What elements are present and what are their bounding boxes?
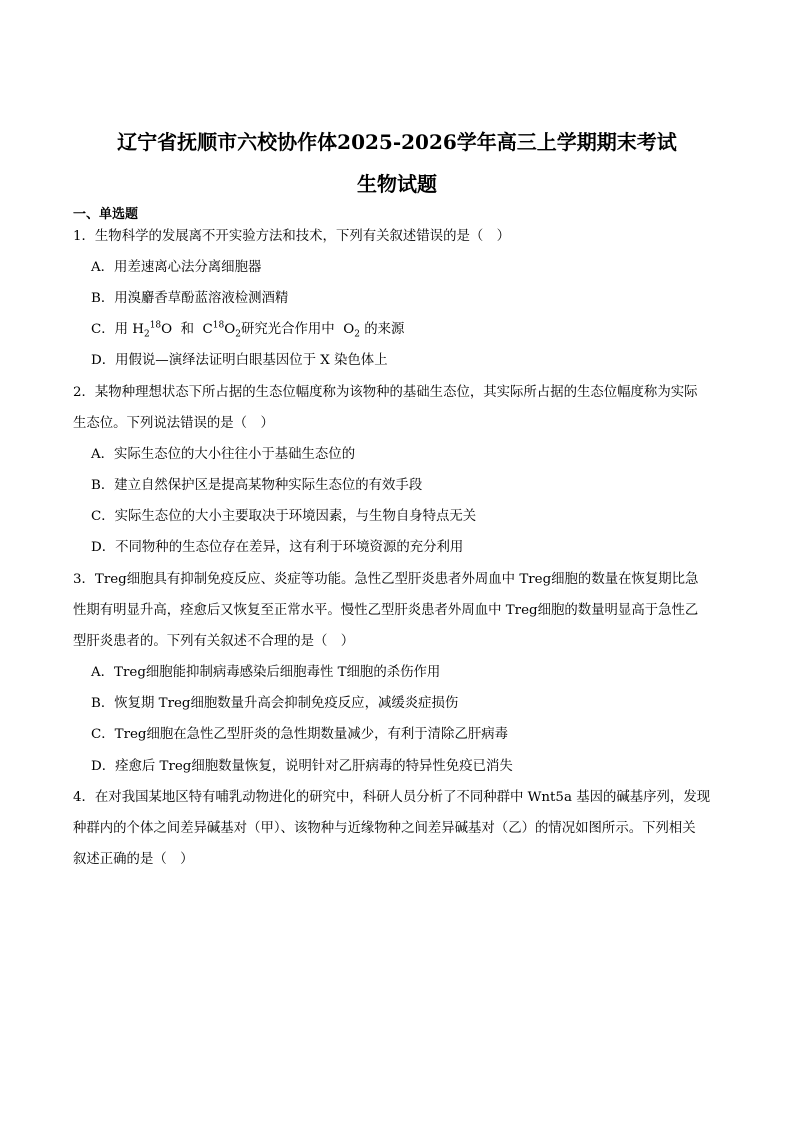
- q3-stem-line1: 3．Treg细胞具有抑制免疫反应、炎症等功能。急性乙型肝炎患者外周血中 Treg细胞的数量在恢复期比急: [73, 572, 699, 587]
- q3-stem-line2: 性期有明显升高，痊愈后又恢复至正常水平。慢性乙型肝炎患者外周血中 Treg细胞的数量明显高于急性乙: [73, 603, 699, 618]
- q1-c-sub2: 2: [235, 329, 241, 340]
- q1-option-c: [91, 322, 404, 338]
- q1-c-sub3: 2: [354, 329, 360, 340]
- q2-option-d: D．不同物种的生态位存在差异，这有利于环境资源的充分利用: [91, 540, 464, 555]
- q1-c-mid3: 研究光合作用中 O: [240, 322, 355, 337]
- q1-c-prefix: C．用 H: [91, 322, 144, 337]
- q1-option-d: D．用假说—演绎法证明白眼基因位于 X 染色体上: [91, 353, 388, 368]
- q2-stem-line1: 2．某物种理想状态下所占据的生态位幅度称为该物种的基础生态位，其实际所占据的生态位幅度称为实际: [73, 385, 698, 400]
- q1-option-b: B．用溴麝香草酚蓝溶液检测酒精: [91, 291, 289, 306]
- q2-option-c: C．实际生态位的大小主要取决于环境因素，与生物自身特点无关: [91, 509, 477, 524]
- q1-c-sup2: 18: [212, 320, 225, 331]
- q2-stem-line2: 生态位。下列说法错误的是（ ）: [73, 416, 274, 431]
- q3-option-d: D．痊愈后 Treg细胞数量恢复，说明针对乙肝病毒的特异性免疫已消失: [91, 759, 513, 774]
- exam-title: 辽宁省抚顺市六校协作体2025-2026学年高三上学期期末考试: [117, 130, 677, 154]
- q1-c-sup1: 18: [149, 320, 162, 331]
- q1-c-suffix: 的来源: [359, 322, 405, 337]
- section-heading: 一、单选题: [73, 207, 139, 222]
- q1-stem: 1．生物科学的发展离不开实验方法和技术，下列有关叙述错误的是（ ）: [73, 229, 511, 244]
- q3-option-c: C．Treg细胞在急性乙型肝炎的急性期数量减少，有利于清除乙肝病毒: [91, 727, 509, 742]
- q4-stem-line2: 种群内的个体之间差异碱基对（甲）、该物种与近缘物种之间差异碱基对（乙）的情况如图所示。下列相关: [73, 821, 696, 836]
- q4-stem-line3: 叙述正确的是（ ）: [73, 852, 194, 867]
- q1-c-mid1: O 和 C: [161, 322, 213, 337]
- q1-c-mid2: O: [224, 322, 236, 337]
- q4-stem-line1: 4．在对我国某地区特有哺乳动物进化的研究中，科研人员分析了不同种群中 Wnt5a 基因的碱基序列，发现: [73, 790, 711, 805]
- q3-option-b: B．恢复期 Treg细胞数量升高会抑制免疫反应，减缓炎症损伤: [91, 696, 459, 711]
- q2-option-b: B．建立自然保护区是提高某物种实际生态位的有效手段: [91, 478, 423, 493]
- q3-option-a: A．Treg细胞能抑制病毒感染后细胞毒性 T细胞的杀伤作用: [91, 665, 441, 680]
- exam-subtitle: 生物试题: [357, 172, 437, 196]
- q1-c-sub1: 2: [143, 329, 150, 340]
- q1-option-a: A．用差速离心法分离细胞器: [91, 260, 262, 275]
- q2-option-a: A．实际生态位的大小往往小于基础生态位的: [91, 447, 356, 462]
- q3-stem-line3: 型肝炎患者的。下列有关叙述不合理的是（ ）: [73, 634, 355, 649]
